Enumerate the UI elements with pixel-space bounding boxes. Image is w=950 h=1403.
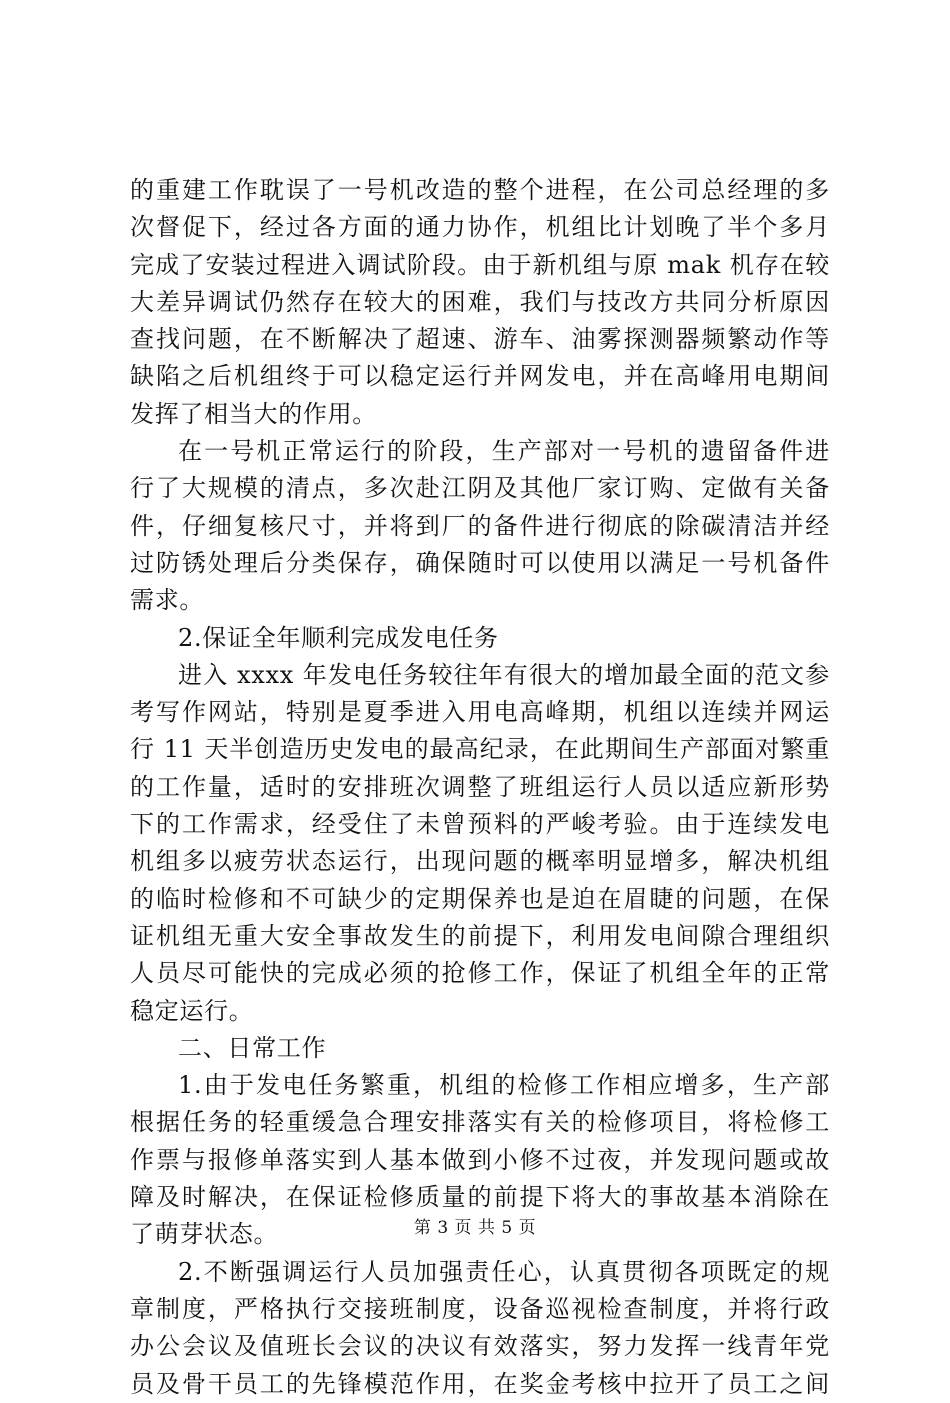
paragraph-first-line: 在一号机正常运行的阶段，生产部对一号机的遗留备件进 bbox=[178, 437, 830, 466]
text-line: 作票与报修单落实到人基本做到小修不过夜，并发现问题或故 bbox=[130, 1145, 830, 1174]
text-line: 稳定运行。 bbox=[130, 996, 254, 1025]
section-heading: 二、日常工作 bbox=[178, 1033, 327, 1062]
text-line: 需求。 bbox=[130, 586, 205, 615]
text-line: 行了大规模的清点，多次赴江阴及其他厂家订购、定做有关备 bbox=[130, 474, 830, 503]
paragraph-first-line: 进入 xxxx 年发电任务较往年有很大的增加最全面的范文参 bbox=[178, 660, 830, 689]
text-line: 完成了安装过程进入调试阶段。由于新机组与原 mak 机存在较 bbox=[130, 250, 830, 279]
text-line: 障及时解决，在保证检修质量的前提下将大的事故基本消除在 bbox=[130, 1183, 830, 1212]
text-line: 证机组无重大安全事故发生的前提下，利用发电间隙合理组织 bbox=[130, 921, 830, 950]
paragraph-first-line: 1.由于发电任务繁重，机组的检修工作相应增多，生产部 bbox=[178, 1071, 830, 1100]
text-line: 的临时检修和不可缺少的定期保养也是迫在眉睫的问题，在保 bbox=[130, 884, 830, 913]
text-line: 人员尽可能快的完成必须的抢修工作，保证了机组全年的正常 bbox=[130, 959, 830, 988]
text-line: 过防锈处理后分类保存，确保随时可以使用以满足一号机备件 bbox=[130, 548, 830, 577]
paragraph-first-line: 2.不断强调运行人员加强责任心，认真贯彻各项既定的规 bbox=[178, 1257, 830, 1286]
text-line: 次督促下，经过各方面的通力协作，机组比计划晚了半个多月 bbox=[130, 213, 830, 242]
text-line: 大差异调试仍然存在较大的困难，我们与技改方共同分析原因 bbox=[130, 287, 830, 316]
text-line: 行 11 天半创造历史发电的最高纪录，在此期间生产部面对繁重 bbox=[130, 735, 830, 764]
text-line: 缺陷之后机组终于可以稳定运行并网发电，并在高峰用电期间 bbox=[130, 362, 830, 391]
text-line: 了萌芽状态。 bbox=[130, 1220, 279, 1249]
text-line: 员及骨干员工的先锋模范作用，在奖金考核中拉开了员工之间 bbox=[130, 1369, 830, 1398]
text-line: 根据任务的轻重缓急合理安排落实有关的检修项目，将检修工 bbox=[130, 1108, 830, 1137]
text-line: 下的工作需求，经受住了未曾预料的严峻考验。由于连续发电 bbox=[130, 810, 830, 839]
text-line: 机组多以疲劳状态运行，出现问题的概率明显增多，解决机组 bbox=[130, 847, 830, 876]
section-heading: 2.保证全年顺利完成发电任务 bbox=[178, 623, 499, 652]
page-footer: 第 3 页 共 5 页 bbox=[413, 1218, 537, 1238]
text-line: 发挥了相当大的作用。 bbox=[130, 399, 377, 428]
text-line: 查找问题，在不断解决了超速、游车、油雾探测器频繁动作等 bbox=[130, 325, 830, 354]
text-line: 件，仔细复核尺寸，并将到厂的备件进行彻底的除碳清洁并经 bbox=[130, 511, 830, 540]
text-line: 考写作网站，特别是夏季进入用电高峰期，机组以连续并网运 bbox=[130, 698, 830, 727]
text-line: 办公会议及值班长会议的决议有效落实，努力发挥一线青年党 bbox=[130, 1332, 830, 1361]
text-line: 的工作量，适时的安排班次调整了班组运行人员以适应新形势 bbox=[130, 772, 830, 801]
text-line: 的重建工作耽误了一号机改造的整个进程，在公司总经理的多 bbox=[130, 176, 830, 204]
text-line: 章制度，严格执行交接班制度，设备巡视检查制度，并将行政 bbox=[130, 1294, 830, 1323]
